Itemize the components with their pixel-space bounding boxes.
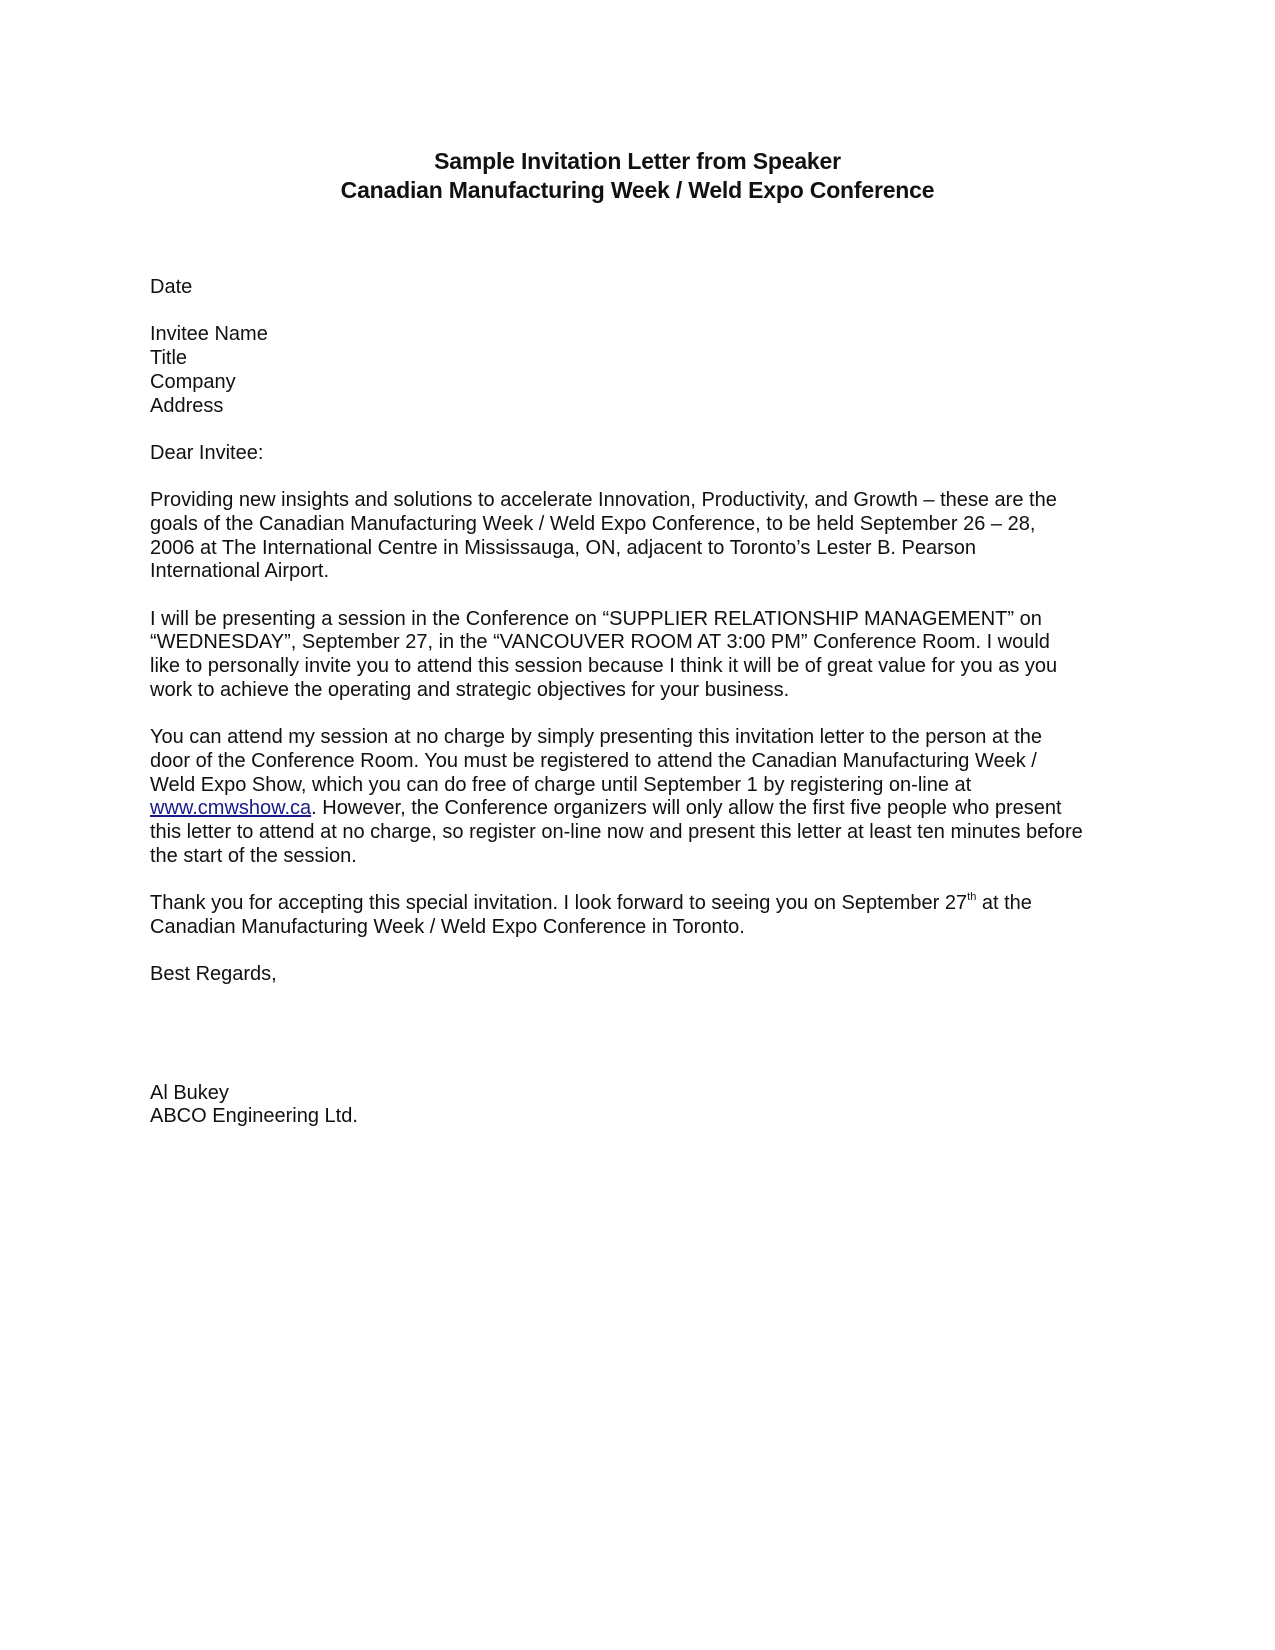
title-line-1: Sample Invitation Letter from Speaker bbox=[434, 148, 841, 174]
signature-space bbox=[150, 1011, 1130, 1082]
paragraph-intro bbox=[150, 489, 1130, 584]
paragraph-line: Canadian Manufacturing Week / Weld Expo Conference in Toronto. bbox=[150, 915, 745, 938]
signer-company: ABCO Engineering Ltd. bbox=[150, 1105, 358, 1128]
thanks-text-after: at the bbox=[976, 892, 1032, 915]
recipient-name: Invitee Name bbox=[150, 323, 268, 346]
paragraph-line-rest: . However, the Conference organizers will only allow the first five people who present bbox=[311, 797, 1062, 820]
paragraph-session bbox=[150, 608, 1130, 703]
signature-block bbox=[150, 1082, 1130, 1129]
title-line-2: Canadian Manufacturing Week / Weld Expo Conference bbox=[340, 176, 935, 203]
paragraph-line bbox=[150, 797, 1130, 821]
paragraph-line: Weld Expo Show, which you can do free of charge until September 1 by registering on-line at bbox=[150, 773, 972, 796]
paragraph-line: the start of the session. bbox=[150, 844, 357, 867]
paragraph-line: Providing new insights and solutions to accelerate Innovation, Productivity, and Growth – these are the bbox=[150, 489, 1057, 512]
ordinal-suffix: th bbox=[967, 891, 977, 904]
paragraph-thanks bbox=[150, 892, 1130, 939]
recipient-title: Title bbox=[150, 347, 188, 370]
recipient-block bbox=[150, 323, 1130, 418]
paragraph-line: door of the Conference Room. You must be registered to attend the Canadian Manufacturing Week / bbox=[150, 749, 1037, 772]
paragraph-line: You can attend my session at no charge by simply presenting this invitation letter to the person at the bbox=[150, 726, 1043, 749]
thanks-text: Thank you for accepting this special invitation. I look forward to seeing you on September 27 bbox=[150, 892, 968, 915]
paragraph-line: goals of the Canadian Manufacturing Week / Weld Expo Conference, to be held September 26 – 28, bbox=[150, 512, 1036, 535]
salutation: Dear Invitee: bbox=[150, 441, 264, 464]
paragraph-line: “WEDNESDAY”, September 27, in the “VANCOUVER ROOM AT 3:00 PM” Conference Room. I would bbox=[150, 631, 1050, 654]
letter-body bbox=[150, 276, 1130, 1153]
letter-title bbox=[0, 147, 1275, 204]
website-link[interactable]: www.cmwshow.ca bbox=[150, 797, 312, 820]
closing: Best Regards, bbox=[150, 963, 277, 986]
signer-name: Al Bukey bbox=[150, 1081, 229, 1104]
paragraph-line: International Airport. bbox=[150, 560, 329, 583]
paragraph-line: this letter to attend at no charge, so register on-line now and present this letter at least ten minutes before bbox=[150, 821, 1083, 844]
paragraph-line bbox=[150, 892, 1130, 916]
paragraph-line: I will be presenting a session in the Conference on “SUPPLIER RELATIONSHIP MANAGEMENT” on bbox=[150, 607, 1042, 630]
paragraph-line: work to achieve the operating and strategic objectives for your business. bbox=[150, 678, 790, 701]
date-field: Date bbox=[150, 276, 193, 298]
paragraph-attendance bbox=[150, 726, 1130, 868]
paragraph-line: 2006 at The International Centre in Mississauga, ON, adjacent to Toronto’s Lester B. Pearson bbox=[150, 536, 977, 559]
recipient-company: Company bbox=[150, 370, 236, 393]
paragraph-line: like to personally invite you to attend this session because I think it will be of great value for you as you bbox=[150, 655, 1058, 678]
recipient-address: Address bbox=[150, 394, 224, 417]
